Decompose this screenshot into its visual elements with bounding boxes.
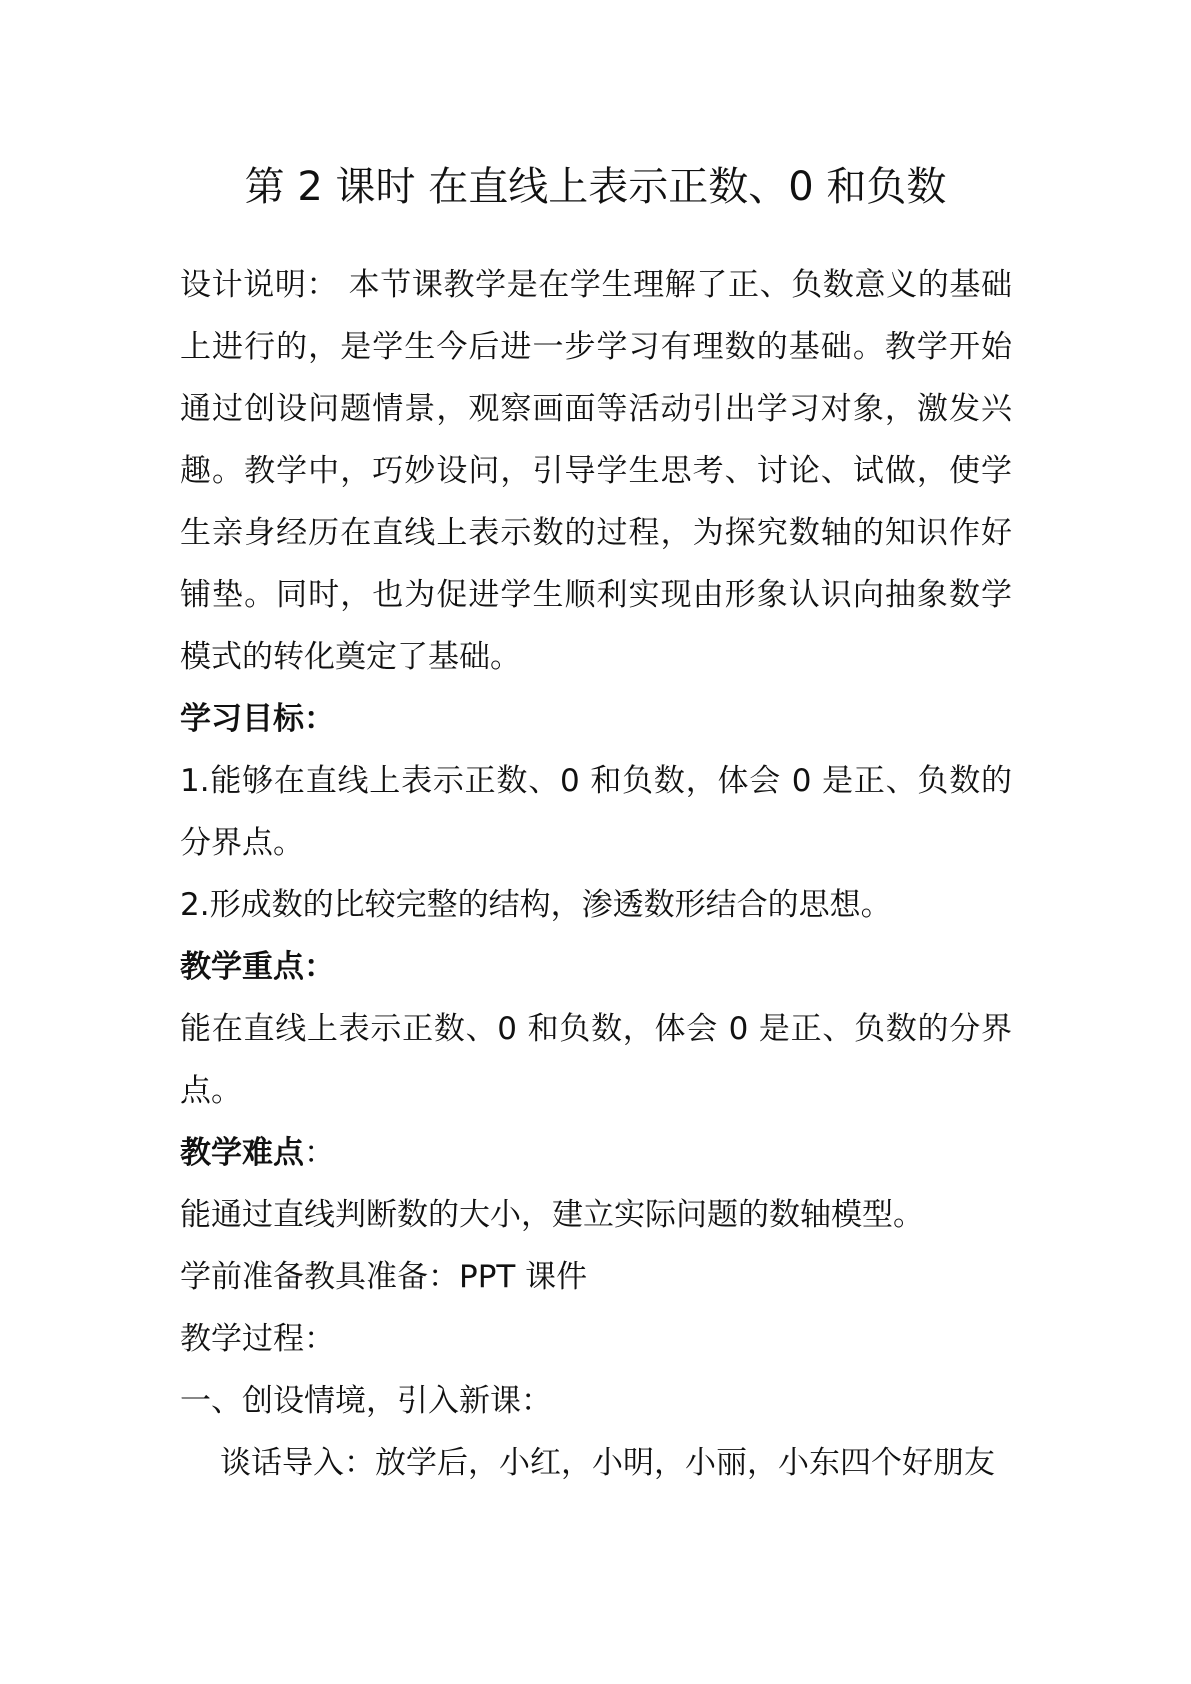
document-body <box>180 254 1012 1494</box>
difficulty-text: 能通过直线判断数的大小，建立实际问题的数轴模型。 <box>180 1197 924 1233</box>
difficulty-heading-colon: ： <box>304 1135 335 1171</box>
objective-item-1: 1.能够在直线上表示正数、0 和负数，体会 0 是正、负数的分界点。 <box>180 763 1012 861</box>
difficulty-heading-label: 教学难点 <box>180 1135 304 1171</box>
objective-item-2: 2.形成数的比较完整的结构，渗透数形结合的思想。 <box>180 887 892 923</box>
design-text: 本节课教学是在学生理解了正、负数意义的基础上进行的，是学生今后进一步学习有理数的基础。教学开始通过创设问题情景，观察画面等活动引出学习对象，激发兴趣。教学中，巧妙设问，引导学生思考、讨论、试做，使学生亲身经历在直线上表示数的过程，为探究数轴的知识作好铺垫。同时，也为促进学生顺利实现由形象认识向抽象数学模式的转化奠定了基础。 <box>180 267 1012 675</box>
design-description <box>180 254 1012 688</box>
intro-paragraph: 谈话导入：放学后，小红，小明，小丽，小东四个好朋友 <box>220 1445 995 1481</box>
process-heading: 教学过程： <box>180 1321 335 1357</box>
section-1-heading: 一、创设情境，引入新课： <box>180 1383 552 1419</box>
difficulty-heading <box>180 1122 1012 1184</box>
document-title: 第 2 课时 在直线上表示正数、0 和负数 <box>244 164 947 210</box>
key-point-heading: 教学重点： <box>180 949 335 985</box>
key-point-text: 能在直线上表示正数、0 和负数，体会 0 是正、负数的分界点。 <box>180 1011 1012 1109</box>
objectives-heading: 学习目标： <box>180 701 335 737</box>
design-label: 设计说明： <box>180 267 339 303</box>
preparation-text: 学前准备教具准备：PPT 课件 <box>180 1259 588 1295</box>
